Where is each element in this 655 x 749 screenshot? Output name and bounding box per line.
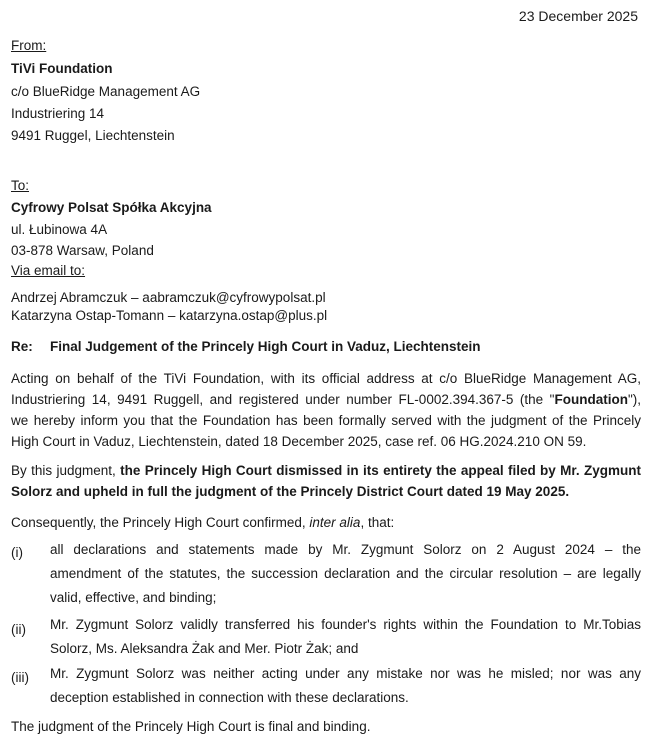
intro-line-2a: Industriering 14, 9491 Ruggell, and registered under number FL-0002.394.367-5 (the " (11, 392, 555, 407)
sender-address-line-3: 9491 Ruggel, Liechtenstein (11, 128, 175, 143)
recipient-name: Cyfrowy Polsat Spółka Akcyjna (11, 200, 212, 215)
item-3-number: (iii) (11, 670, 29, 685)
email-recipient-2: Katarzyna Ostap-Tomann – katarzyna.ostap@plus.pl (11, 308, 328, 323)
from-label: From: (11, 38, 47, 53)
item-3-line-2: deception established in connection with these declarations. (50, 690, 409, 705)
intro-line-2 (11, 389, 641, 410)
letter-date: 23 December 2025 (518, 8, 638, 24)
recipient-address-line-1: ul. Łubinowa 4A (11, 222, 108, 237)
intro-line-1: Acting on behalf of the TiVi Foundation, with its official address at c/o BlueRidge Management AG, (11, 371, 641, 386)
recipient-address-line-2: 03-878 Warsaw, Poland (11, 243, 154, 258)
via-email-label: Via email to: (11, 263, 86, 278)
intro-line-2c: "), (627, 392, 641, 407)
sender-address-line-1: c/o BlueRidge Management AG (11, 84, 201, 99)
item-1-line-1: all declarations and statements made by Mr. Zygmunt Solorz on 2 August 2024 – the (50, 542, 641, 557)
sender-address-line-2: Industriering 14 (11, 106, 105, 121)
consequently-end: , that: (360, 515, 395, 530)
item-2-text (50, 613, 641, 661)
item-2-line-1: Mr. Zygmunt Solorz validly transferred his founder's rights within the Foundation to Mr.Tobias (50, 617, 641, 632)
final-statement: The judgment of the Princely High Court is final and binding. (11, 719, 371, 734)
item-3-line-1: Mr. Zygmunt Solorz was neither acting under any mistake nor was he misled; nor was any (50, 666, 641, 681)
item-1-number: (i) (11, 545, 23, 560)
inter-alia: inter alia (309, 515, 361, 530)
to-label: To: (11, 178, 30, 193)
item-1-line-2: amendment of the statutes, the succession declaration and the circular resolution – are legally (50, 566, 641, 581)
judgment-paragraph (11, 460, 641, 502)
intro-line-4: High Court in Vaduz, Liechtenstein, dated 18 December 2025, case ref. 06 HG.2024.210 ON 59. (11, 434, 587, 449)
foundation-term: Foundation (554, 392, 628, 407)
item-3-text (50, 662, 641, 710)
consequently-text: Consequently, the Princely High Court confirmed, (11, 515, 310, 530)
judgment-line-1b: the Princely High Court dismissed in its entirety the appeal filed by Mr. Zygmunt (120, 463, 641, 478)
judgment-line-2: Solorz and upheld in full the judgment of the Princely District Court dated 19 May 2025. (11, 484, 570, 499)
subject-title: Final Judgement of the Princely High Court in Vaduz, Liechtenstein (50, 339, 481, 354)
sender-name: TiVi Foundation (11, 61, 113, 76)
email-recipient-1: Andrzej Abramczuk – aabramczuk@cyfrowypolsat.pl (11, 290, 326, 305)
intro-line-3: we hereby inform you that the Foundation has been formally served with the judgment of the Princely (11, 413, 641, 428)
judgment-line-1 (11, 460, 641, 481)
re-label: Re: (11, 339, 33, 354)
item-2-line-2: Solorz, Ms. Aleksandra Żak and Mer. Piotr Żak; and (50, 641, 359, 656)
item-2-number: (ii) (11, 622, 26, 637)
intro-paragraph (11, 368, 641, 452)
item-1-text (50, 538, 641, 610)
consequently-paragraph (11, 512, 641, 533)
item-1-line-3: valid, effective, and binding; (50, 590, 217, 605)
judgment-line-1a: By this judgment, (11, 463, 121, 478)
